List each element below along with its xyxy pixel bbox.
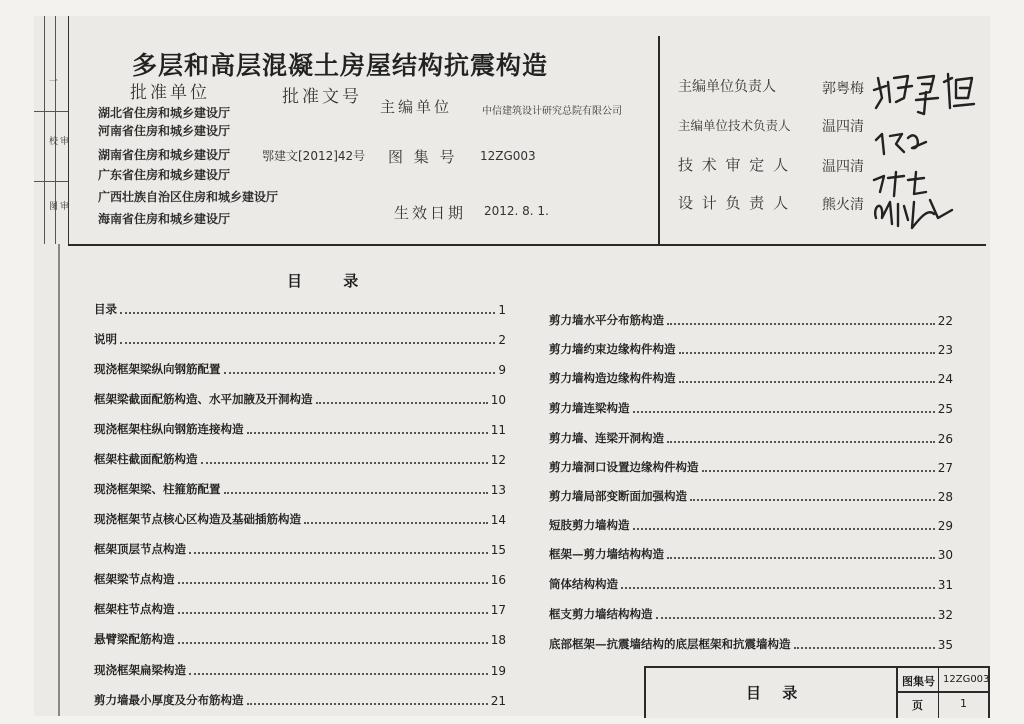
- atlas-no: 12ZG003: [480, 149, 536, 163]
- leader-dots: [316, 402, 488, 404]
- toc-entry-title: 框架柱截面配筋构造: [94, 452, 198, 466]
- leader-dots: [304, 522, 488, 524]
- toc-entry-title: 现浇框架梁、柱箍筋配置: [94, 482, 221, 496]
- toc-entry[interactable]: [94, 419, 506, 437]
- toc-entry[interactable]: [549, 310, 953, 328]
- responsible-role: 设 计 负 责 人: [678, 194, 791, 212]
- toc-entry-title: 说明: [94, 332, 117, 346]
- toc-entry-page: 13: [490, 483, 506, 497]
- approval-unit: 湖北省住房和城乡建设厅: [98, 106, 231, 120]
- header-block: [68, 16, 986, 246]
- toc-entry-page: 19: [490, 664, 506, 678]
- toc-entry-page: 35: [937, 638, 953, 652]
- effective-date-label: 生效日期: [394, 204, 467, 222]
- approval-unit: 广西壮族自治区住房和城乡建设厅: [98, 190, 279, 204]
- chief-unit-label: 主编单位: [380, 98, 453, 116]
- binding-label: 校: [47, 136, 57, 145]
- binding-label: 审: [58, 201, 68, 210]
- toc-entry-title: 框架柱节点构造: [94, 602, 175, 616]
- toc-entry-page: 28: [937, 490, 953, 504]
- toc-entry[interactable]: [94, 299, 506, 317]
- leader-dots: [189, 673, 488, 675]
- toc-entry-page: 30: [937, 548, 953, 562]
- binding-label: 图: [47, 201, 57, 210]
- toc-entry-title: 悬臂梁配筋构造: [94, 632, 175, 646]
- toc-entry-title: 框架梁节点构造: [94, 572, 175, 586]
- approval-unit: 河南省住房和城乡建设厅: [98, 124, 231, 138]
- toc-entry[interactable]: [549, 457, 953, 475]
- toc-entry[interactable]: [549, 515, 953, 533]
- leader-dots: [178, 612, 488, 614]
- toc-entry-page: 12: [490, 453, 506, 467]
- title-block-name: 目 录: [746, 684, 806, 702]
- toc-entry[interactable]: [94, 569, 506, 587]
- responsible-name: 熊火清: [822, 197, 864, 213]
- toc-entry[interactable]: [549, 339, 953, 357]
- toc-entry-title: 框架顶层节点构造: [94, 542, 186, 556]
- toc-entry-title: 剪力墙构造边缘构件构造: [549, 371, 676, 385]
- toc-entry-page: 1: [498, 303, 506, 317]
- toc-entry-page: 21: [490, 694, 506, 708]
- toc-entry-page: 26: [937, 432, 953, 446]
- leader-dots: [633, 528, 935, 530]
- responsible-name: 温四清: [822, 119, 864, 135]
- toc-entry-page: 27: [937, 461, 953, 475]
- title-block-atlas-no: 12ZG003: [943, 674, 990, 685]
- toc-entry-page: 23: [937, 343, 953, 357]
- toc-entry[interactable]: [549, 604, 953, 622]
- toc-entry-title: 剪力墙洞口设置边缘构件构造: [549, 460, 699, 474]
- toc-entry-page: 25: [937, 402, 953, 416]
- toc-entry[interactable]: [94, 690, 506, 708]
- title-block: [644, 666, 990, 718]
- leader-dots: [247, 432, 488, 434]
- leader-dots: [690, 499, 935, 501]
- toc-entry[interactable]: [94, 539, 506, 557]
- toc-entry-page: 29: [937, 519, 953, 533]
- toc-entry-title: 框架—剪力墙结构构造: [549, 547, 664, 561]
- leader-dots: [667, 323, 935, 325]
- toc-entry[interactable]: [94, 389, 506, 407]
- toc-entry[interactable]: [94, 359, 506, 377]
- leader-dots: [621, 587, 935, 589]
- toc-entry-page: 2: [498, 333, 506, 347]
- responsible-role: 技 术 审 定 人: [678, 156, 791, 174]
- leader-dots: [224, 492, 488, 494]
- toc-entry[interactable]: [94, 479, 506, 497]
- leader-dots: [702, 470, 935, 472]
- toc-entry-title: 现浇框架梁纵向钢筋配置: [94, 362, 221, 376]
- toc-entry-title: 短肢剪力墙构造: [549, 518, 630, 532]
- toc-entry[interactable]: [94, 329, 506, 347]
- leader-dots: [120, 342, 495, 344]
- title-block-page-no: 1: [960, 697, 967, 710]
- leader-dots: [667, 557, 935, 559]
- toc-title: 目 录: [287, 272, 377, 290]
- leader-dots: [224, 372, 496, 374]
- toc-entry-title: 剪力墙约束边缘构件构造: [549, 342, 676, 356]
- toc-entry-page: 31: [937, 578, 953, 592]
- leader-dots: [178, 642, 488, 644]
- toc-entry[interactable]: [549, 428, 953, 446]
- toc-entry-title: 剪力墙水平分布筋构造: [549, 313, 664, 327]
- leader-dots: [667, 441, 935, 443]
- toc-entry[interactable]: [94, 629, 506, 647]
- toc-entry[interactable]: [549, 634, 953, 652]
- leader-dots: [178, 582, 488, 584]
- toc-entry-title: 剪力墙连梁构造: [549, 401, 630, 415]
- binding-label: 一: [47, 76, 57, 85]
- toc-entry-title: 现浇框架扁梁构造: [94, 663, 186, 677]
- binding-label: 审: [58, 136, 68, 145]
- toc-entry-page: 18: [490, 633, 506, 647]
- toc-entry-title: 目录: [94, 302, 117, 316]
- toc-entry-page: 17: [490, 603, 506, 617]
- leader-dots: [189, 552, 488, 554]
- approval-unit: 海南省住房和城乡建设厅: [98, 212, 231, 226]
- leader-dots: [120, 312, 495, 314]
- toc-entry[interactable]: [94, 509, 506, 527]
- binding-strip: [34, 16, 69, 244]
- title-block-atlas-label: 图集号: [902, 675, 935, 688]
- toc-entry[interactable]: [549, 574, 953, 592]
- chief-unit: 中信建筑设计研究总院有限公司: [482, 106, 622, 117]
- toc-entry-page: 11: [490, 423, 506, 437]
- leader-dots: [633, 411, 935, 413]
- header-divider: [658, 36, 660, 244]
- approval-unit: 湖南省住房和城乡建设厅: [98, 148, 231, 162]
- toc-entry-title: 框架梁截面配筋构造、水平加腋及开洞构造: [94, 392, 313, 406]
- leader-dots: [679, 381, 935, 383]
- toc-entry[interactable]: [549, 398, 953, 416]
- toc-entry[interactable]: [94, 449, 506, 467]
- title-block-page-label: 页: [912, 699, 923, 712]
- responsible-role: 主编单位负责人: [678, 79, 776, 95]
- responsible-role: 主编单位技术负责人: [678, 118, 791, 133]
- toc-entry[interactable]: [94, 660, 506, 678]
- toc-entry[interactable]: [549, 486, 953, 504]
- toc-entry-title: 剪力墙、连梁开洞构造: [549, 431, 664, 445]
- approval-doc-label: 批准文号: [282, 87, 362, 107]
- responsible-name: 温四清: [822, 159, 864, 175]
- toc-entry-page: 10: [490, 393, 506, 407]
- toc-entry-title: 剪力墙局部变断面加强构造: [549, 489, 687, 503]
- toc-entry-page: 32: [937, 608, 953, 622]
- toc-entry[interactable]: [549, 544, 953, 562]
- document-title: 多层和高层混凝土房屋结构抗震构造: [132, 51, 549, 80]
- toc-entry[interactable]: [94, 599, 506, 617]
- responsible-name: 郭粤梅: [822, 81, 864, 97]
- leader-dots: [247, 703, 488, 705]
- approval-doc-no: 鄂建文[2012]42号: [262, 149, 366, 163]
- leader-dots: [656, 617, 935, 619]
- toc-entry-page: 24: [937, 372, 953, 386]
- toc-entry-title: 底部框架—抗震墙结构的底层框架和抗震墙构造: [549, 637, 791, 651]
- approval-unit-label: 批准单位: [130, 83, 210, 103]
- toc-entry-page: 22: [937, 314, 953, 328]
- toc-entry-title: 现浇框架柱纵向钢筋连接构造: [94, 422, 244, 436]
- toc-entry-page: 15: [490, 543, 506, 557]
- toc-entry-page: 14: [490, 513, 506, 527]
- effective-date: 2012. 8. 1.: [484, 204, 549, 218]
- binding-line: [58, 244, 60, 716]
- toc-entry-page: 9: [498, 363, 506, 377]
- toc-entry-page: 16: [490, 573, 506, 587]
- approval-unit: 广东省住房和城乡建设厅: [98, 168, 231, 182]
- signatures: [868, 68, 978, 238]
- toc-entry[interactable]: [549, 368, 953, 386]
- leader-dots: [679, 352, 935, 354]
- toc-entry-title: 剪力墙最小厚度及分布筋构造: [94, 693, 244, 707]
- atlas-no-label: 图 集 号: [388, 148, 458, 166]
- toc-entry-title: 框支剪力墙结构构造: [549, 607, 653, 621]
- toc-entry-title: 筒体结构构造: [549, 577, 618, 591]
- leader-dots: [794, 647, 935, 649]
- leader-dots: [201, 462, 488, 464]
- toc-entry-title: 现浇框架节点核心区构造及基础插筋构造: [94, 512, 301, 526]
